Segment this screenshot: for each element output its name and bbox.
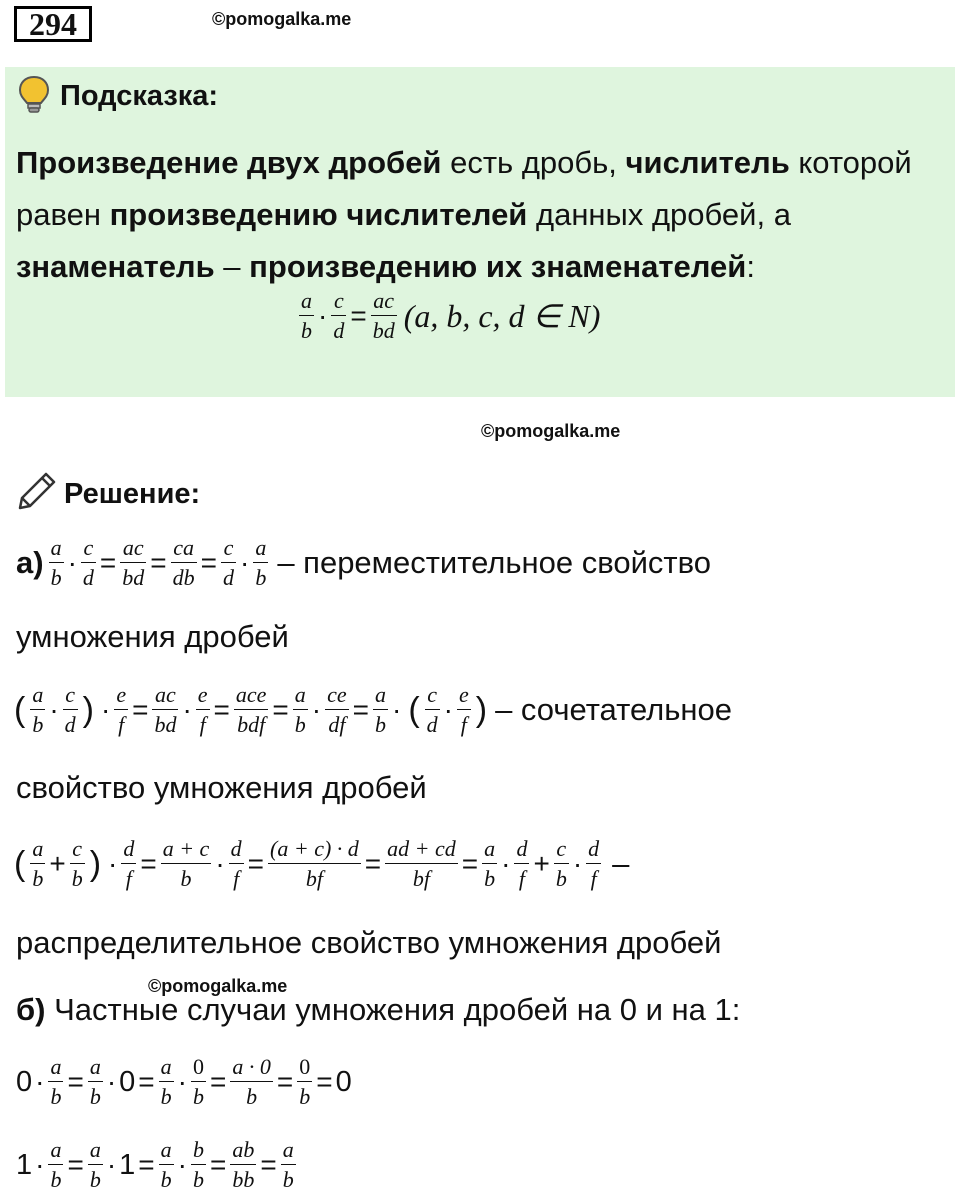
hint-line-3 [16,251,755,283]
math-operator: = [272,694,289,725]
fraction: $\frac{ca}{db}$ [172,535,195,590]
hint-title: Подсказка: [60,80,219,112]
hint-bold-text: произведению их знаменателей [249,249,747,284]
math-operator: = [316,1066,333,1097]
math-operator: = [350,300,367,331]
math-operator: = [138,1149,155,1180]
math-operator: = [352,694,369,725]
fraction: $\frac{c}{d}$ [82,535,94,590]
commutative-text: – переместительное свойство [277,545,711,580]
pencil-icon [16,470,58,517]
commutative-formula [16,537,711,589]
associative-formula [10,684,732,736]
math-operator: = [132,694,149,725]
hint-line-1 [16,147,912,179]
hint-text: есть дробь, [441,145,626,180]
math-operator: = [99,547,117,578]
math-operator: · [572,848,583,879]
fraction: d f [588,836,600,891]
fraction: $\frac{a}{b}$ [160,1054,172,1109]
math-operator: · [35,1149,45,1180]
fraction: $\frac{c}{b}$ [71,836,83,891]
distributive-dash: – [612,846,630,881]
fraction: $\frac{a \cdot 0}{b}$ [232,1054,271,1109]
fraction: a b [32,836,44,891]
fraction: $\frac{a}{b}$ [160,1137,172,1192]
distributive-text: распределительное свойство умножения дробей [16,925,722,960]
fraction: e f [458,682,469,737]
hint-text: равен [16,197,110,232]
math-operator: ( [14,690,26,729]
part-b-text: Частные случаи умножения дробей на 0 и на 1: [45,992,741,1027]
math-operator: = [276,1066,294,1097]
math-operator: · [239,547,250,578]
math-operator: · [177,1066,187,1097]
math-operator: · [106,1149,117,1180]
math-operator: ) [475,690,488,729]
hint-text: : [746,249,755,284]
math-operator: + [533,848,550,879]
fraction: $\frac{a}{b}$ [294,682,306,737]
math-operator: · [392,694,402,725]
math-operator: · [35,1066,45,1097]
fraction: $\frac{a}{b}$ [375,682,386,737]
distributive-formula [10,838,629,890]
problem-number: 294 [14,6,92,42]
fraction: $\frac{a + c}{b}$ [162,836,210,891]
fraction: d f [516,836,528,891]
fraction: $\frac{ac}{bd}$ [154,682,177,737]
fraction: $\frac{ad + cd}{bf}$ [387,836,456,891]
fraction: $\frac{a}{b}$ [484,836,496,891]
hint-text: которой [789,145,912,180]
math-operator: = [200,547,217,578]
math-operator: · [100,694,111,725]
math-operator: = [138,1066,155,1097]
hint-formula-condition: (a, b, c, d ∈ N) [403,298,601,334]
fraction: $\frac{ab}{bb}$ [232,1137,255,1192]
fraction: $\frac{ce}{df}$ [327,682,347,737]
watermark-top: ©pomogalka.me [212,9,352,29]
math-operator: · [215,848,225,879]
math-operator: · [443,694,453,725]
associative-text-cont: свойство умножения дробей [16,770,427,805]
math-operator: = [67,1149,84,1180]
fraction: c d [64,682,76,737]
fraction: $\frac{a}{b}$ [282,1137,294,1192]
math-operator: = [67,1066,84,1097]
hint-text: данных дробей, а [527,197,791,232]
math-operator: = [209,1066,227,1097]
fraction: a b [32,682,44,737]
associative-text: – сочетательное [495,692,733,727]
fraction: $\frac{c}{b}$ [555,836,567,891]
hint-bold-text: произведению числителей [109,197,528,232]
math-operator: = [140,848,157,879]
part-a-label: а) [16,545,44,580]
math-operator: · [177,1149,187,1180]
fraction: $\frac{a}{b}$ [89,1054,101,1109]
multiply-by-zero-formula: 0 · $\frac{a}{b}$ = $\frac{a}{b}$ · 0 = $\frac{a}{b}$ · $\frac{0}{b}$ = $\frac{a \cdot 0}{b}$ = $\frac{0}{b}$ = 0 [16,1054,352,1109]
fraction: a b [50,535,62,590]
commutative-text-cont: умножения дробей [16,619,289,654]
fraction: $\frac{d}{f}$ [123,836,135,891]
hint-bold-text: числитель [625,145,790,180]
math-operator: ( [14,844,26,883]
fraction: $\frac{a}{b}$ [89,1137,101,1192]
watermark-middle: ©pomogalka.me [481,421,621,441]
math-operator: = [247,848,265,879]
math-operator: = [150,547,167,578]
math-operator: = [260,1149,277,1180]
hint-box [5,67,955,397]
lightbulb-icon [18,75,50,120]
math-operator: = [213,694,230,725]
math-operator: · [49,694,59,725]
math-operator: · [501,848,511,879]
part-b-heading [16,994,740,1026]
math-operator: = [209,1149,227,1180]
fraction: $\frac{0}{b}$ [192,1054,204,1109]
math-operator: · [106,1066,117,1097]
fraction: ace bdf [235,682,267,737]
fraction: $\frac{(a + c) \cdot d}{bf}$ [270,836,359,891]
fraction: $\frac{c}{d}$ [333,288,345,343]
fraction: $\frac{ac}{bd}$ [122,535,145,590]
fraction: $\frac{c}{d}$ [222,535,234,590]
hint-text: – [214,249,250,284]
watermark-bottom: ©pomogalka.me [148,976,288,996]
fraction: c d [426,682,438,737]
math-operator: · [108,848,118,879]
math-operator: · [67,547,77,578]
math-operator: = [364,848,382,879]
math-operator: ( [408,690,420,729]
hint-bold-text: Произведение двух дробей [16,145,442,180]
part-b-label: б) [16,992,46,1027]
fraction: $\frac{a}{b}$ [50,1054,62,1109]
fraction: $\frac{a}{b}$ [50,1137,62,1192]
math-operator: ) [89,844,102,883]
solution-title: Решение: [64,478,201,510]
math-operator: = [461,848,479,879]
fraction: a b [255,535,267,590]
hint-formula [298,290,600,342]
fraction: $\frac{e}{f}$ [116,682,127,737]
fraction: $\frac{d}{f}$ [230,836,242,891]
fraction: $\frac{0}{b}$ [299,1054,311,1109]
hint-bold-text: знаменатель [16,249,215,284]
fraction: $\frac{e}{f}$ [197,682,208,737]
math-operator: · [318,300,328,331]
multiply-by-one-formula: 1 · $\frac{a}{b}$ = $\frac{a}{b}$ · 1 = $\frac{a}{b}$ · $\frac{b}{b}$ = $\frac{ab}{bb}$ = $\frac{a}{b}$ [16,1137,294,1192]
fraction: $\frac{ac}{bd}$ [372,288,395,343]
math-operator: ) [82,690,94,729]
math-operator: · [311,694,322,725]
fraction: a b [301,288,312,343]
hint-line-2 [16,199,791,231]
math-operator: · [182,694,192,725]
math-operator: + [49,848,66,879]
fraction: $\frac{b}{b}$ [192,1137,204,1192]
